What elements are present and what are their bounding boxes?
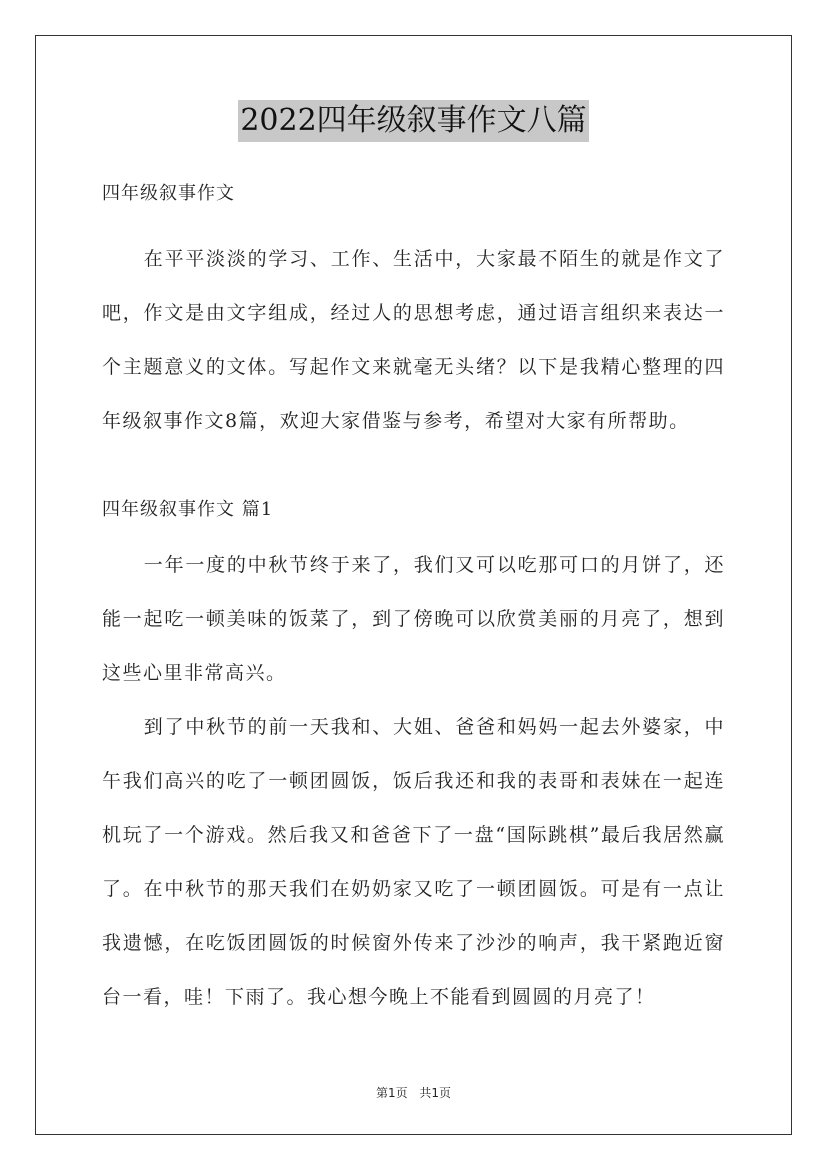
- body-paragraph: 到了中秋节的前一天我和、大姐、爸爸和妈妈一起去外婆家，中午我们高兴的吃了一顿团圆饭，饭后我还和我的表哥和表妹在一起连机玩了一个游戏。然后我又和爸爸下了一盘“国际跳棋”最后我居然赢了。在中秋节的那天我们在奶奶家又吃了一顿团圆饭。可是有一点让我遗憾，在吃饭团圆饭的时候窗外传来了沙沙的响声，我干紧跑近窗台一看，哇！下雨了。我心想今晚上不能看到圆圆的月亮了！: [102, 716, 725, 1008]
- document-title: 2022四年级叙事作文八篇: [238, 100, 588, 142]
- title-container: [0, 100, 827, 142]
- intro-paragraph: 在平平淡淡的学习、工作、生活中，大家最不陌生的就是作文了吧，作文是由文字组成，经过人的思想考虑，通过语言组织来表达一个主题意义的文体。写起作文来就毫无头绪？以下是我精心整理的四年级叙事作文8篇，欢迎大家借鉴与参考，希望对大家有所帮助。: [102, 248, 725, 432]
- section-heading: 四年级叙事作文 篇1: [102, 499, 274, 520]
- document-body: [102, 176, 725, 1024]
- page-footer: [0, 1084, 827, 1101]
- page-number: 第1页: [375, 1086, 408, 1100]
- body-paragraph: 一年一度的中秋节终于来了，我们又可以吃那可口的月饼了，还能一起吃一顿美味的饭菜了，到了傍晚可以欣赏美丽的月亮了，想到这些心里非常高兴。: [102, 554, 725, 684]
- intro-heading: 四年级叙事作文: [102, 183, 235, 204]
- page-total: 共1页: [419, 1086, 452, 1100]
